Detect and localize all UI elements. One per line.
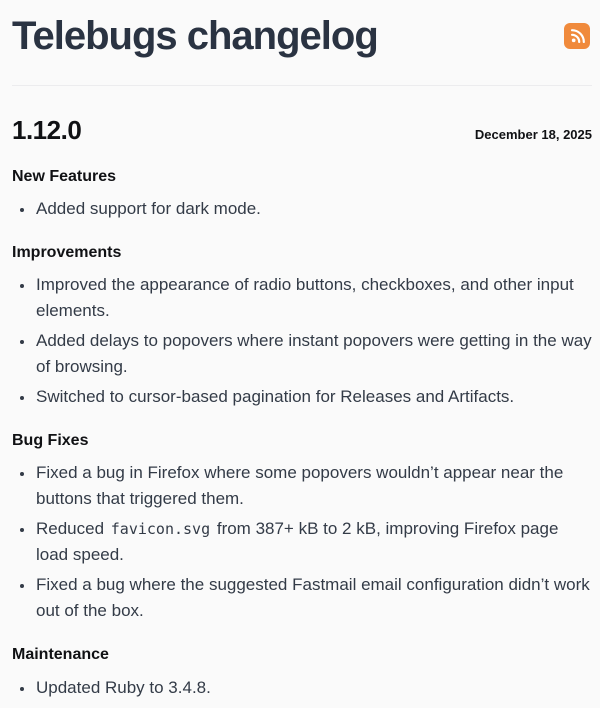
list-item: • Improved the appearance of radio buttons, checkboxes, and other input elements. <box>35 272 592 324</box>
list-item: • Fixed a bug in Firefox where some popovers wouldn’t appear near the buttons that triggered them. <box>35 460 592 512</box>
inline-code: favicon.svg <box>110 520 211 539</box>
maintenance-list <box>12 675 592 701</box>
list-item: • Added support for dark mode. <box>35 196 592 222</box>
release-entry <box>12 116 592 701</box>
list-item: • Updated Ruby to 3.4.8. <box>35 675 592 701</box>
list-item-text: Reduced <box>36 519 109 539</box>
page-title: Telebugs changelog <box>12 14 378 58</box>
section-heading-new-features: New Features <box>12 167 117 185</box>
section-heading-improvements: Improvements <box>12 244 122 262</box>
list-item-text: from 387+ kB to 2 kB, improving Firefox page load speed. <box>36 519 559 565</box>
section-heading-bug-fixes: Bug Fixes <box>12 432 89 450</box>
page-header <box>12 13 592 59</box>
improvements-list <box>12 272 592 410</box>
release-date: December 18, 2025 <box>474 127 592 142</box>
release-head <box>12 116 592 146</box>
section-heading-maintenance: Maintenance <box>12 646 109 664</box>
bug-fixes-list <box>12 460 592 624</box>
rss-icon <box>569 28 586 45</box>
list-item: • Switched to cursor-based pagination for Releases and Artifacts. <box>35 384 592 410</box>
header-divider <box>12 85 592 86</box>
list-item: • Fixed a bug where the suggested Fastmail email configuration didn’t work out of the box. <box>35 572 592 624</box>
new-features-list <box>12 196 592 222</box>
list-item <box>35 516 592 568</box>
rss-feed-button[interactable] <box>564 23 590 49</box>
list-item: • Added delays to popovers where instant popovers were getting in the way of browsing. <box>35 328 592 380</box>
release-version: 1.12.0 <box>12 115 82 145</box>
